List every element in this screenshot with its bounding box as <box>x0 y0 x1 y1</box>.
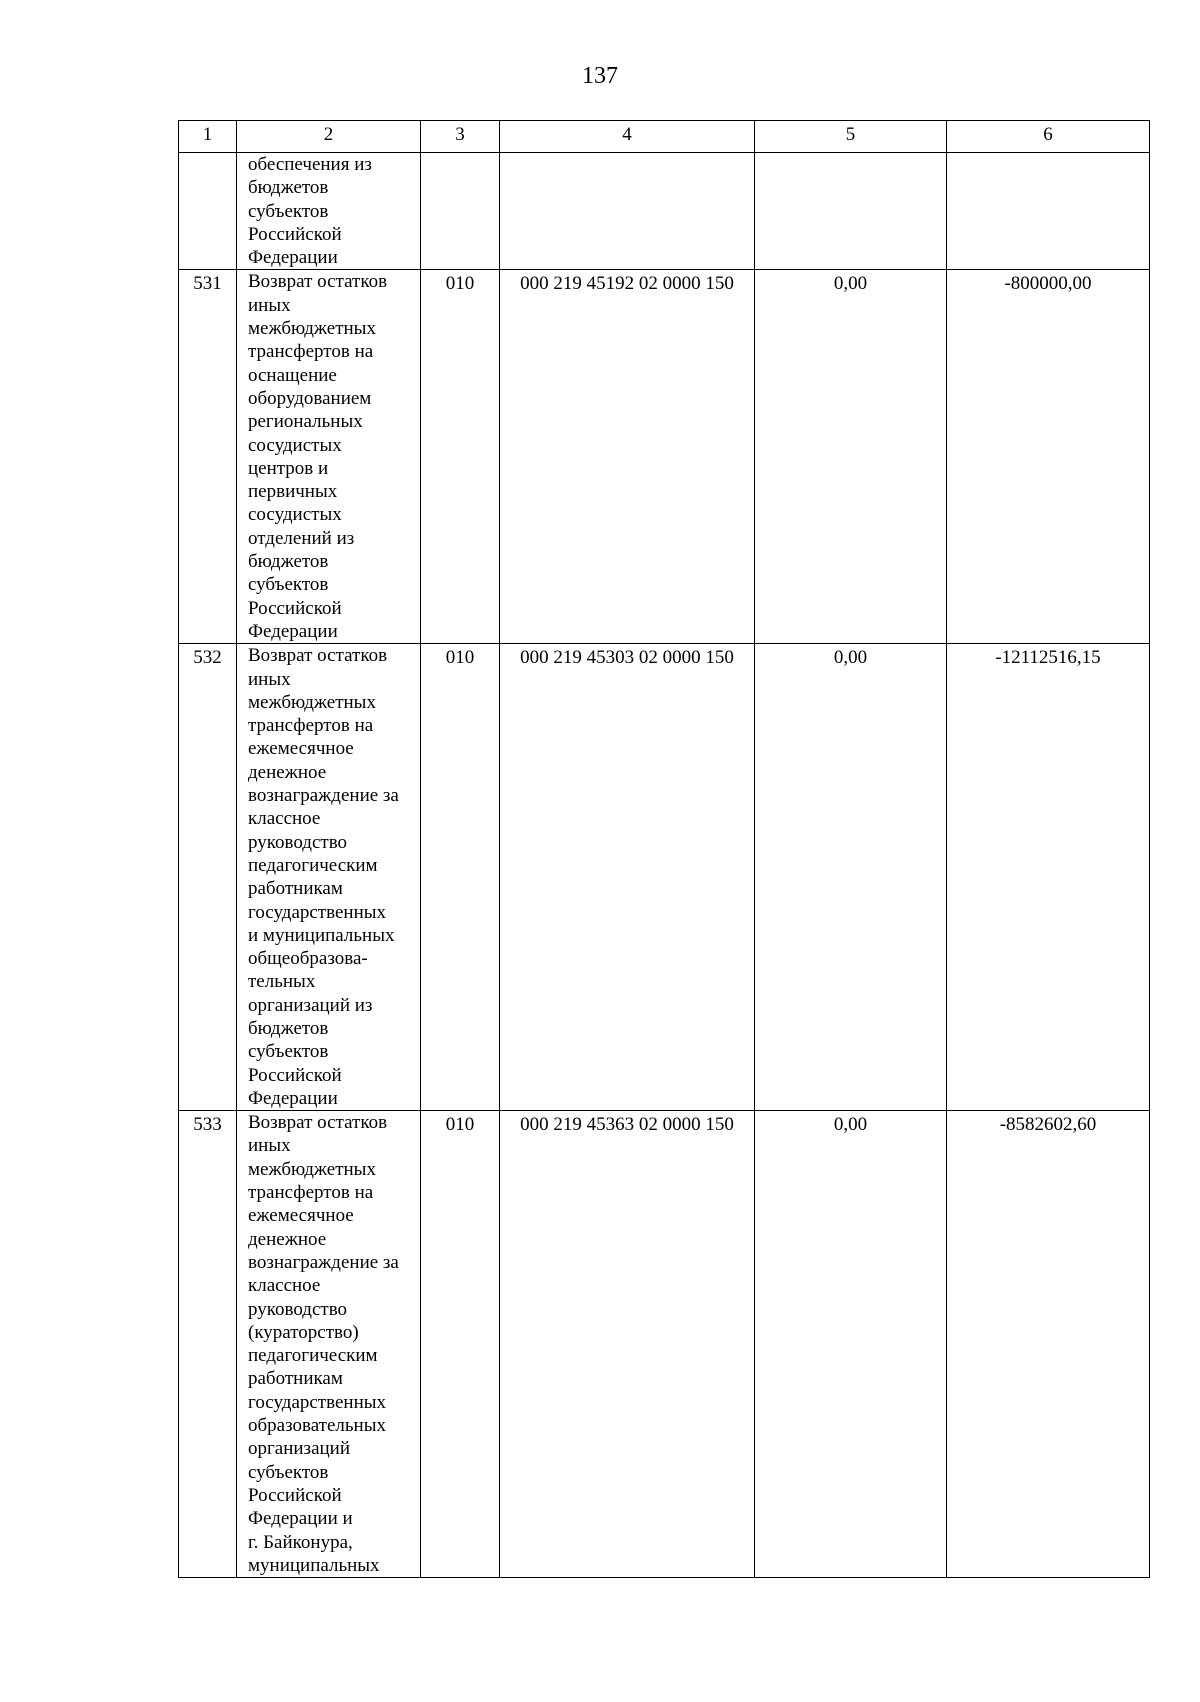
row-name-line: субъектов <box>248 574 329 596</box>
row-value-6-cell: -8582602,60 <box>947 1111 1150 1578</box>
row-name-line: государственных <box>248 901 387 923</box>
row-name-line: вознаграждение за <box>248 785 399 807</box>
column-header: 1 <box>179 121 237 153</box>
page-number: 137 <box>582 63 618 89</box>
row-number-cell: 532 <box>179 644 237 1111</box>
row-name-line: и муниципальных <box>248 924 395 946</box>
row-name-line: г. Байконура, <box>248 1531 353 1553</box>
row-name-line: субъектов <box>248 1041 329 1063</box>
row-name-line: денежное <box>248 1228 327 1250</box>
row-name-cell <box>237 270 421 644</box>
row-name-line: Федерации <box>248 1087 338 1109</box>
row-name-line: образовательных <box>248 1415 386 1437</box>
row-name-line: классное <box>248 808 321 830</box>
row-name-line: руководство <box>248 831 348 853</box>
row-name-line: первичных <box>248 481 338 503</box>
table-header-row <box>179 121 1150 153</box>
row-name-cell <box>237 153 421 270</box>
table-row <box>179 270 1150 644</box>
row-name-line: иных <box>248 294 291 316</box>
row-name-line: общеобразова- <box>248 948 368 970</box>
row-name-line: межбюджетных <box>248 318 376 340</box>
table-row <box>179 644 1150 1111</box>
row-name-line: бюджетов <box>248 551 329 573</box>
row-name-line: педагогическим <box>248 1345 378 1367</box>
column-header: 5 <box>755 121 947 153</box>
row-code-cell: 010 <box>421 644 500 1111</box>
row-value-5-cell: 0,00 <box>755 270 947 644</box>
row-name-line: (кураторство) <box>248 1321 359 1343</box>
column-header: 4 <box>500 121 755 153</box>
row-name-line: педагогическим <box>248 854 378 876</box>
row-name-line: субъектов <box>248 200 329 222</box>
row-name-line: трансфертов на <box>248 1182 374 1204</box>
row-name-line: субъектов <box>248 1461 329 1483</box>
row-name-line: Российской <box>248 223 342 245</box>
budget-table <box>178 120 1150 1578</box>
row-value-6-cell: -800000,00 <box>947 270 1150 644</box>
row-name-line: работникам <box>248 1368 343 1390</box>
row-name-line: Возврат остатков <box>248 645 388 667</box>
row-name-line: межбюджетных <box>248 1158 376 1180</box>
row-name-line: Возврат остатков <box>248 1112 388 1134</box>
row-number-cell: 531 <box>179 270 237 644</box>
column-header: 3 <box>421 121 500 153</box>
row-budget-code-cell <box>500 153 755 270</box>
row-name-line: организаций из <box>248 994 373 1016</box>
row-name-line: сосудистых <box>248 504 342 526</box>
row-name-line: межбюджетных <box>248 691 376 713</box>
row-name-line: вознаграждение за <box>248 1251 399 1273</box>
row-budget-code-cell: 000 219 45363 02 0000 150 <box>500 1111 755 1578</box>
row-code-cell: 010 <box>421 1111 500 1578</box>
row-name-line: тельных <box>248 971 316 993</box>
row-name-line: иных <box>248 1135 291 1157</box>
row-code-cell: 010 <box>421 270 500 644</box>
row-number-cell <box>179 153 237 270</box>
row-name-line: трансфертов на <box>248 715 374 737</box>
row-value-5-cell: 0,00 <box>755 1111 947 1578</box>
row-name-line: трансфертов на <box>248 341 374 363</box>
row-name-line: организаций <box>248 1438 351 1460</box>
row-name-line: денежное <box>248 761 327 783</box>
row-name-line: Возврат остатков <box>248 271 388 293</box>
row-name-line: иных <box>248 668 291 690</box>
row-name-line: региональных <box>248 411 363 433</box>
row-name-line: оснащение <box>248 364 337 386</box>
table-row <box>179 1111 1150 1578</box>
row-name-line: отделений из <box>248 527 355 549</box>
row-name-line: сосудистых <box>248 434 342 456</box>
column-header: 6 <box>947 121 1150 153</box>
row-value-5-cell <box>755 153 947 270</box>
row-name-line: центров и <box>248 457 329 479</box>
row-budget-code-cell: 000 219 45303 02 0000 150 <box>500 644 755 1111</box>
row-budget-code-cell: 000 219 45192 02 0000 150 <box>500 270 755 644</box>
row-number-cell: 533 <box>179 1111 237 1578</box>
row-name-line: классное <box>248 1275 321 1297</box>
row-name-line: Российской <box>248 1484 342 1506</box>
row-name-line: муниципальных <box>248 1554 380 1576</box>
row-name-line: Федерации <box>248 247 338 269</box>
row-value-6-cell: -12112516,15 <box>947 644 1150 1111</box>
row-value-6-cell <box>947 153 1150 270</box>
row-name-line: ежемесячное <box>248 738 354 760</box>
table-row <box>179 153 1150 270</box>
row-name-line: Российской <box>248 597 342 619</box>
row-name-line: бюджетов <box>248 1017 329 1039</box>
row-name-line: Федерации <box>248 620 338 642</box>
table-body <box>179 153 1150 1578</box>
row-name-line: обеспечения из <box>248 154 372 175</box>
row-name-cell <box>237 644 421 1111</box>
row-name-line: государственных <box>248 1391 387 1413</box>
row-name-line: бюджетов <box>248 177 329 199</box>
row-name-cell <box>237 1111 421 1578</box>
row-name-line: оборудованием <box>248 387 372 409</box>
row-name-line: руководство <box>248 1298 348 1320</box>
row-name-line: ежемесячное <box>248 1205 354 1227</box>
row-value-5-cell: 0,00 <box>755 644 947 1111</box>
column-header: 2 <box>237 121 421 153</box>
row-name-line: Российской <box>248 1064 342 1086</box>
row-code-cell <box>421 153 500 270</box>
row-name-line: Федерации и <box>248 1508 353 1530</box>
row-name-line: работникам <box>248 878 343 900</box>
